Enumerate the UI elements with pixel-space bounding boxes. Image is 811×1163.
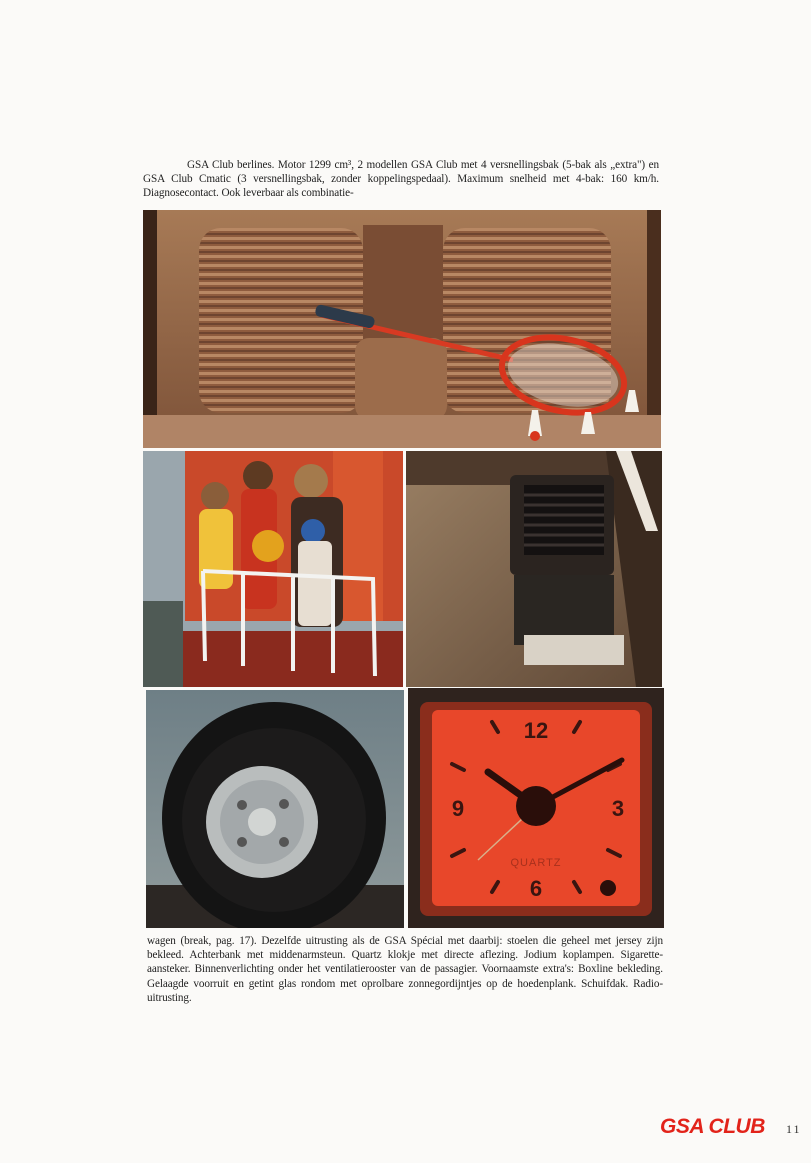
numeral-6: 6 bbox=[529, 876, 543, 901]
outro-paragraph: wagen (break, pag. 17). Dezelfde uitrusting als de GSA Spécial met daarbij: stoelen die geheel met jersey zijn bekleed. Achterbank met middenarmsteun. Quartz klokje met directe aflezing. Jodium koplampen. Sigarette-aansteker. Binnenverlichting onder het ventilatierooster van de passagier. Voornaamste extra's: Boxline bekleding. Gelaagde voorruit en getint glas rondom met oprolbare zonnegordijntjes op de hoedenplank. Schuifdak. Radio-uitrusting. bbox=[147, 935, 663, 1004]
air-vent-photo bbox=[406, 451, 662, 687]
rear-seat-photo bbox=[143, 210, 661, 448]
quartz-label: QUARTZ bbox=[510, 857, 562, 869]
numeral-12: 12 bbox=[523, 718, 549, 743]
wheel-photo bbox=[146, 690, 404, 928]
intro-paragraph: GSA Club berlines. Motor 1299 cm³, 2 modellen GSA Club met 4 versnellingsbak (5-bak als „extra") en GSA Club Cmatic (3 versnellingsbak, zonder koppelingspedaal). Maximum snelheid met 4-bak: 160 km/h. Diagnosecontact. Ook leverbaar als combinatie- bbox=[143, 159, 659, 200]
brand-footer: GSA CLUB bbox=[660, 1115, 765, 1138]
family-boat-photo bbox=[143, 451, 403, 687]
page-number: 11 bbox=[786, 1122, 802, 1136]
numeral-9: 9 bbox=[451, 796, 465, 821]
numeral-3: 3 bbox=[611, 796, 625, 821]
quartz-clock-photo bbox=[408, 688, 664, 928]
